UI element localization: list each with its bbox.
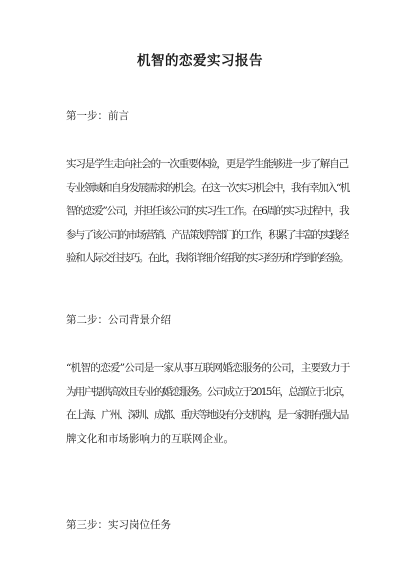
paragraph-line: 专业领域和自身发展需求的机会。在这一次实习机会中，我有幸加入“机: [66, 181, 349, 194]
paragraph-line: 智的恋爱”公司，并担任该公司的实习生工作。在6周的实习过程中，我: [66, 205, 349, 218]
paragraph-line: “机智的恋爱”公司是一家从事互联网婚恋服务的公司，主要致力于: [66, 362, 350, 374]
section-paragraph-1: [66, 153, 350, 271]
section-heading-2: 第二步：公司背景介绍: [66, 314, 171, 326]
paragraph-line: 牌文化和市场影响力的互联网企业。: [66, 432, 234, 445]
section-heading-1: 第一步：前言: [66, 110, 129, 122]
section-heading-3: 第三步：实习岗位任务: [66, 519, 171, 531]
paragraph-line: 在上海、广州、深圳、成都、重庆等地设有分支机构，是一家拥有强大品: [66, 409, 348, 422]
paragraph-line: 实习是学生走向社会的一次重要体验，更是学生能够进一步了解自己: [66, 158, 348, 170]
paragraph-line: 参与了该公司的市场营销、产品策划等部门的工作，积累了丰富的实践经: [66, 228, 348, 241]
document-title: 机智的恋爱实习报告: [137, 53, 263, 69]
section-paragraph-2: [66, 357, 350, 451]
paragraph-line: 为用户提供高效且专业的婚恋服务。公司成立于2015年，总部位于北京，: [66, 385, 350, 398]
paragraph-line: 验和人际交往技巧。在此，我将详细介绍我的实习经历和学到的经验。: [66, 252, 349, 265]
